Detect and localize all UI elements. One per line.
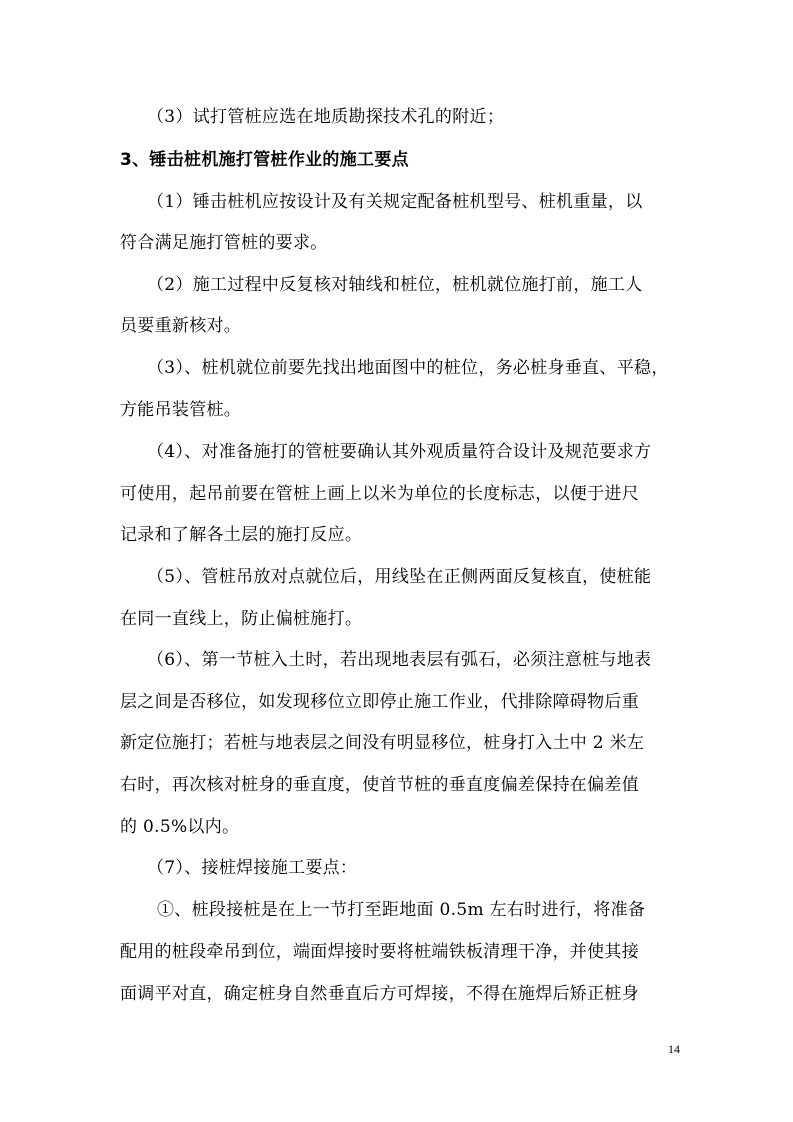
paragraph-line: 符合满足施打管桩的要求。 xyxy=(120,233,328,253)
paragraph-line: 层之间是否移位，如发现移位立即停止施工作业，代排除障碍物后重 xyxy=(120,692,639,712)
paragraph-line: 员要重新核对。 xyxy=(120,316,242,336)
paragraph-line: 记录和了解各土层的施打反应。 xyxy=(120,525,363,545)
paragraph-line: 方能吊装管桩。 xyxy=(120,400,242,420)
paragraph-line: （2）施工过程中反复核对轴线和桩位，桩机就位施打前，施工人 xyxy=(147,275,643,295)
paragraph-line: 面调平对直，确定桩身自然垂直后方可焊接，不得在施焊后矫正桩身 xyxy=(120,984,639,1004)
paragraph-line: （4）、对准备施打的管桩要确认其外观质量符合设计及规范要求方 xyxy=(147,442,652,462)
section-heading: 3、锤击桩机施打管桩作业的施工要点 xyxy=(120,150,409,170)
paragraph-line: （1）锤击桩机应按设计及有关规定配备桩机型号、桩机重量，以 xyxy=(147,192,643,212)
paragraph-line: 的 0.5%以内。 xyxy=(120,817,240,837)
paragraph-line: 可使用，起吊前要在管桩上画上以米为单位的长度标志，以便于进尺 xyxy=(120,484,639,504)
paragraph-line: （5）、管桩吊放对点就位后，用线坠在正侧两面反复核直，使桩能 xyxy=(147,567,652,587)
paragraph-line: ①、桩段接桩是在上一节打至距地面 0.5m 左右时进行，将准备 xyxy=(157,900,646,920)
paragraph-line: 右时，再次核对桩身的垂直度，使首节桩的垂直度偏差保持在偏差值 xyxy=(120,775,639,795)
paragraph-line: （3）、桩机就位前要先找出地面图中的桩位，务必桩身垂直、平稳， xyxy=(147,358,669,378)
paragraph-line: 新定位施打；若桩与地表层之间没有明显移位，桩身打入土中 2 米左 xyxy=(120,733,645,753)
paragraph-line: 在同一直线上，防止偏桩施打。 xyxy=(120,609,363,629)
paragraph-line: 配用的桩段牵吊到位，端面焊接时要将桩端铁板清理干净，并使其接 xyxy=(120,942,639,962)
paragraph-line: （6）、第一节桩入土时，若出现地表层有弧石，必须注意桩与地表 xyxy=(147,650,652,670)
paragraph-line: （3）试打管桩应选在地质勘探技术孔的附近； xyxy=(147,107,505,127)
paragraph-line: （7）、接桩焊接施工要点： xyxy=(147,858,358,878)
page-number: 14 xyxy=(668,1042,680,1056)
